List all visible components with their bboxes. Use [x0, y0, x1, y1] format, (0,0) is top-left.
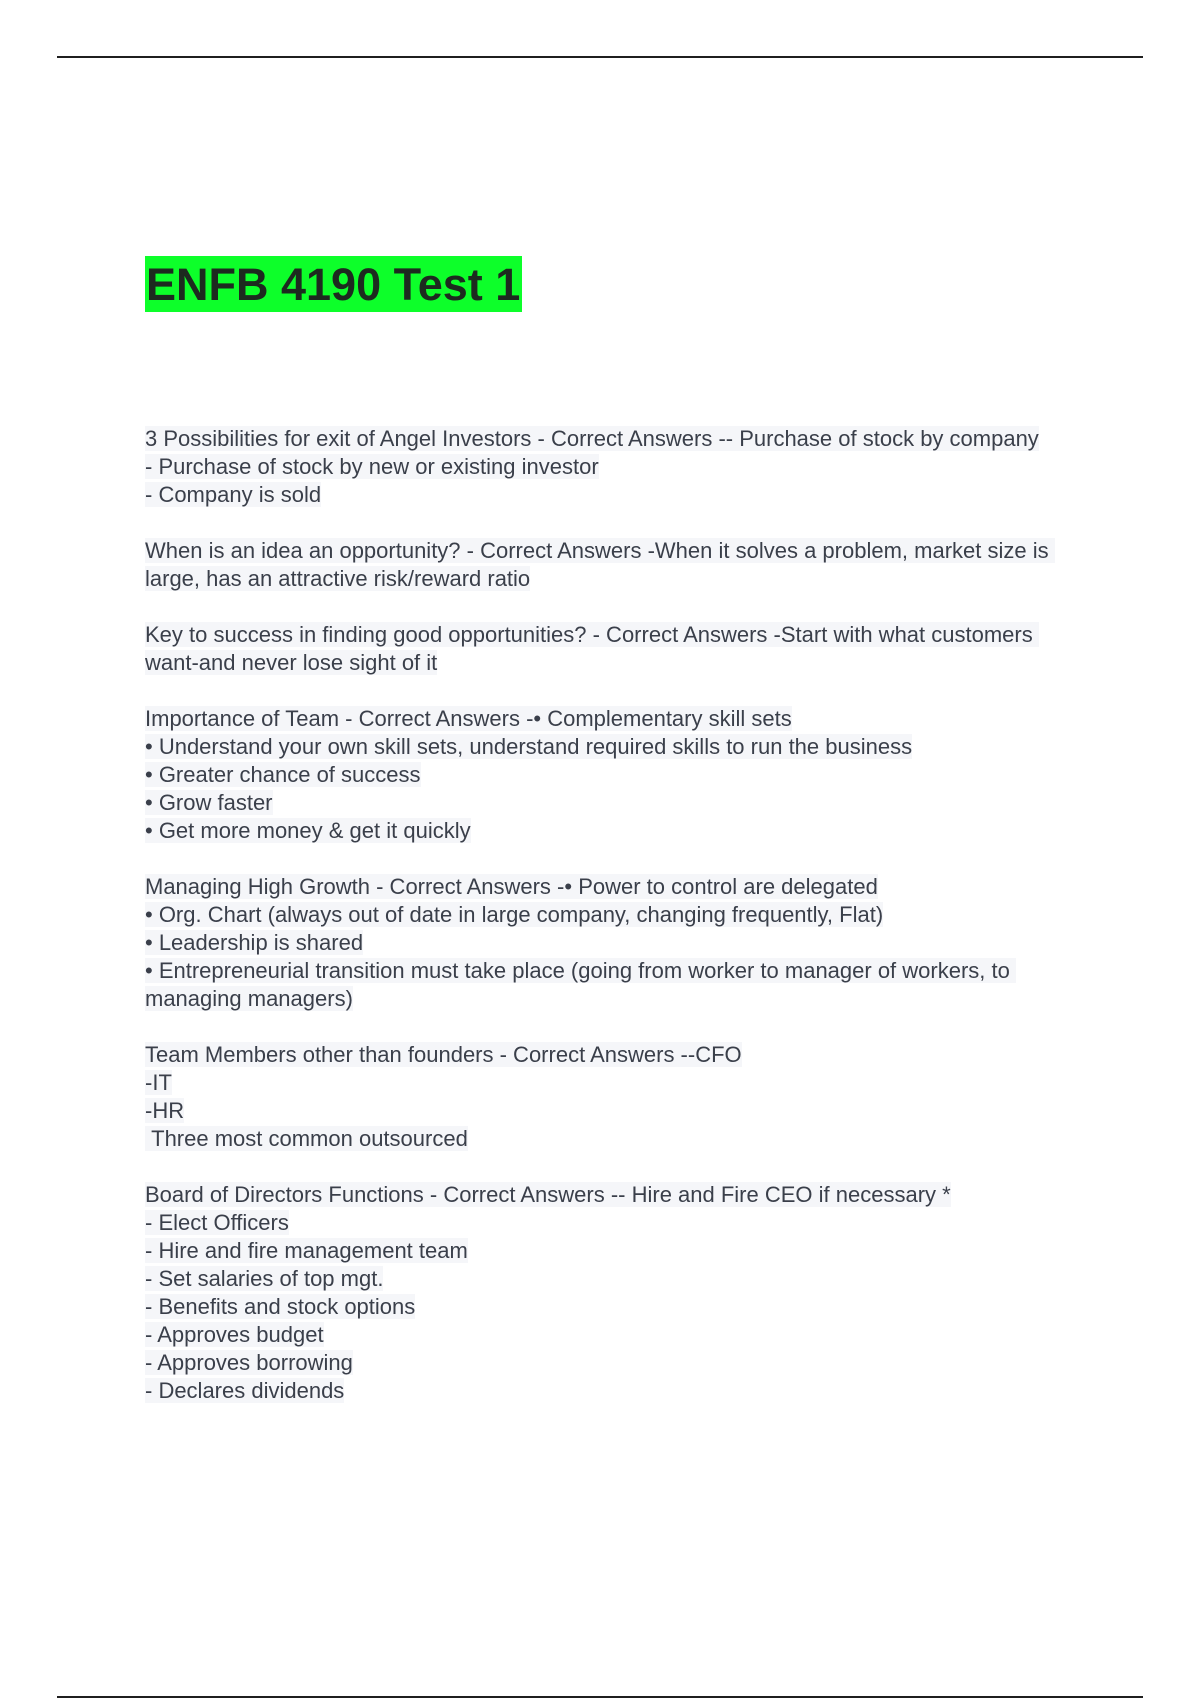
qa-entry — [145, 873, 1075, 1013]
entry-line: Importance of Team - Correct Answers -• Complementary skill sets — [145, 706, 792, 731]
entry-line: - Company is sold — [145, 482, 322, 507]
qa-entry — [145, 705, 1075, 845]
entry-line: • Entrepreneurial transition must take place (going from worker to manager of workers, to managing managers) — [145, 958, 1016, 1011]
document-body — [145, 425, 1075, 1433]
entry-line: Team Members other than founders - Correct Answers --CFO — [145, 1042, 742, 1067]
top-rule — [57, 56, 1143, 58]
entry-line: • Greater chance of success — [145, 762, 421, 787]
entry-line: -IT — [145, 1070, 172, 1095]
entry-line: • Leadership is shared — [145, 930, 364, 955]
entry-line: - Benefits and stock options — [145, 1294, 416, 1319]
entry-line: - Approves budget — [145, 1322, 324, 1347]
entry-line: Managing High Growth - Correct Answers -• Power to control are delegated — [145, 874, 878, 899]
qa-entry — [145, 621, 1075, 677]
entry-line: - Set salaries of top mgt. — [145, 1266, 384, 1291]
entry-line: • Grow faster — [145, 790, 273, 815]
entry-line: • Org. Chart (always out of date in large company, changing frequently, Flat) — [145, 902, 884, 927]
qa-entry — [145, 1181, 1075, 1405]
entry-line: Board of Directors Functions - Correct Answers -- Hire and Fire CEO if necessary * — [145, 1182, 951, 1207]
qa-entry — [145, 537, 1075, 593]
entry-line: -HR — [145, 1098, 185, 1123]
entry-line: 3 Possibilities for exit of Angel Investors - Correct Answers -- Purchase of stock by company — [145, 426, 1039, 451]
entry-line: Three most common outsourced — [145, 1126, 468, 1151]
qa-entry — [145, 425, 1075, 509]
qa-entry — [145, 1041, 1075, 1153]
entry-line: Key to success in finding good opportunities? - Correct Answers -Start with what customers want-and never lose sight of it — [145, 622, 1039, 675]
entry-line: - Purchase of stock by new or existing investor — [145, 454, 599, 479]
document-title: ENFB 4190 Test 1 — [145, 256, 522, 312]
entry-line: • Understand your own skill sets, understand required skills to run the business — [145, 734, 913, 759]
entry-line: - Elect Officers — [145, 1210, 289, 1235]
entry-line: - Hire and fire management team — [145, 1238, 468, 1263]
bottom-rule — [57, 1696, 1143, 1698]
entry-line: - Approves borrowing — [145, 1350, 353, 1375]
entry-line: - Declares dividends — [145, 1378, 345, 1403]
entry-line: When is an idea an opportunity? - Correct Answers -When it solves a problem, market size is large, has an attractive risk/reward ratio — [145, 538, 1055, 591]
entry-line: • Get more money & get it quickly — [145, 818, 471, 843]
